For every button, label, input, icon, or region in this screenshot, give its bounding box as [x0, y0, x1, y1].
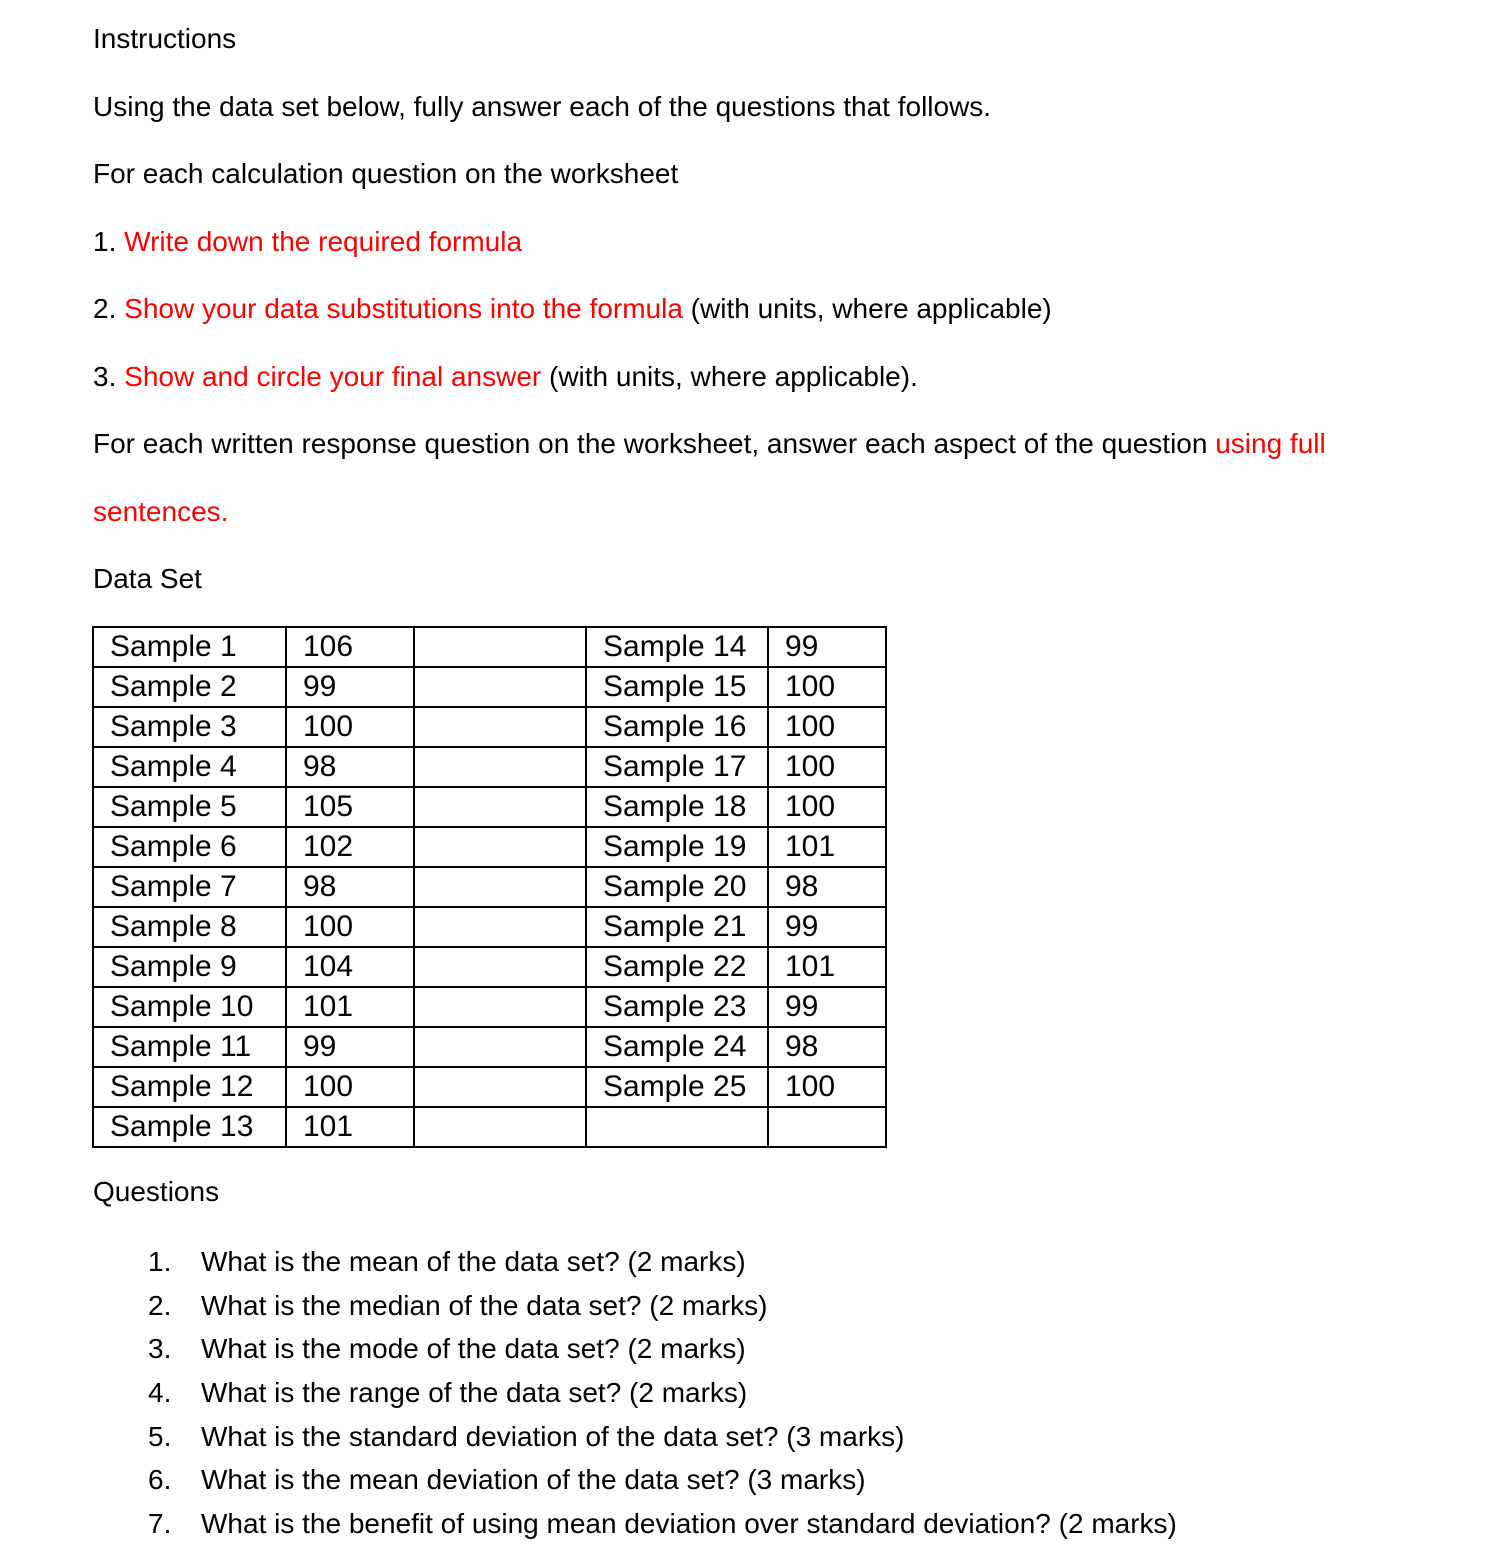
sample-label-cell: Sample 22	[586, 947, 768, 987]
data-set-heading: Data Set	[93, 563, 202, 594]
sample-label-cell: Sample 19	[586, 827, 768, 867]
data-set-table	[92, 626, 887, 1148]
sample-label-cell: Sample 8	[93, 907, 286, 947]
sample-value-cell: 98	[768, 867, 886, 907]
sample-label-cell: Sample 25	[586, 1067, 768, 1107]
sample-value-cell: 99	[286, 667, 414, 707]
empty-spacer-cell	[414, 1067, 586, 1107]
questions-list	[148, 1240, 1177, 1546]
step-highlight: Show and circle your final answer	[124, 361, 542, 392]
sample-value-cell: 98	[768, 1027, 886, 1067]
empty-spacer-cell	[414, 947, 586, 987]
question-item	[148, 1240, 1177, 1284]
sample-value-cell: 99	[768, 627, 886, 667]
sample-label-cell: Sample 23	[586, 987, 768, 1027]
empty-spacer-cell	[414, 627, 586, 667]
question-number: 1.	[148, 1246, 172, 1277]
table-row	[93, 667, 886, 707]
sample-value-cell: 99	[768, 907, 886, 947]
sample-label-cell	[586, 1107, 768, 1147]
sample-label-cell: Sample 16	[586, 707, 768, 747]
question-item	[148, 1327, 1177, 1371]
questions-heading: Questions	[93, 1176, 220, 1207]
sample-value-cell: 100	[768, 747, 886, 787]
sample-value-cell: 98	[286, 867, 414, 907]
empty-spacer-cell	[414, 667, 586, 707]
sample-value-cell: 102	[286, 827, 414, 867]
sample-label-cell: Sample 6	[93, 827, 286, 867]
table-row	[93, 907, 886, 947]
question-item	[148, 1371, 1177, 1415]
sample-label-cell: Sample 18	[586, 787, 768, 827]
question-number: 7.	[148, 1508, 172, 1540]
question-text: What is the median of the data set? (2 marks)	[201, 1289, 768, 1321]
step-number: 3.	[93, 361, 125, 392]
table-row	[93, 1027, 886, 1067]
empty-spacer-cell	[414, 827, 586, 867]
sample-label-cell: Sample 10	[93, 987, 286, 1027]
sample-label-cell: Sample 7	[93, 867, 286, 907]
empty-spacer-cell	[414, 1027, 586, 1067]
written-response-intro	[93, 427, 1326, 461]
sample-value-cell: 100	[768, 787, 886, 827]
sample-value-cell: 100	[768, 1067, 886, 1107]
step-highlight: Write down the required formula	[124, 226, 523, 257]
table-row	[93, 627, 886, 667]
step-1	[93, 225, 522, 259]
sample-value-cell: 98	[286, 747, 414, 787]
question-text: What is the benefit of using mean deviation over standard deviation? (2 marks)	[201, 1508, 1177, 1540]
calculation-intro: For each calculation question on the worksheet	[93, 158, 679, 189]
written-highlight: using full	[1215, 428, 1326, 459]
table-row	[93, 1067, 886, 1107]
step-2	[93, 292, 1052, 326]
sample-value-cell: 101	[286, 987, 414, 1027]
table-row	[93, 707, 886, 747]
sample-label-cell: Sample 14	[586, 627, 768, 667]
sample-label-cell: Sample 21	[586, 907, 768, 947]
empty-spacer-cell	[414, 987, 586, 1027]
sample-value-cell: 101	[768, 947, 886, 987]
sample-value-cell: 101	[768, 827, 886, 867]
step-rest: (with units, where applicable)	[682, 293, 1052, 324]
question-text: What is the mean deviation of the data set? (3 marks)	[201, 1464, 866, 1496]
question-item	[148, 1502, 1177, 1546]
sample-label-cell: Sample 9	[93, 947, 286, 987]
question-text: What is the standard deviation of the data set? (3 marks)	[201, 1420, 905, 1452]
sample-label-cell: Sample 4	[93, 747, 286, 787]
sample-value-cell	[768, 1107, 886, 1147]
question-item	[148, 1284, 1177, 1328]
sample-value-cell: 99	[286, 1027, 414, 1067]
table-row	[93, 947, 886, 987]
table-row	[93, 867, 886, 907]
sample-value-cell: 104	[286, 947, 414, 987]
sample-value-cell: 100	[768, 667, 886, 707]
empty-spacer-cell	[414, 1107, 586, 1147]
sample-value-cell: 99	[768, 987, 886, 1027]
sample-label-cell: Sample 24	[586, 1027, 768, 1067]
empty-spacer-cell	[414, 907, 586, 947]
written-highlight-continued: sentences.	[93, 496, 229, 527]
sample-label-cell: Sample 12	[93, 1067, 286, 1107]
question-text: What is the mean of the data set? (2 marks)	[201, 1246, 746, 1277]
sample-value-cell: 105	[286, 787, 414, 827]
step-rest: (with units, where applicable).	[541, 361, 918, 392]
sample-label-cell: Sample 11	[93, 1027, 286, 1067]
table-row	[93, 747, 886, 787]
step-highlight: Show your data substitutions into the formula	[124, 293, 683, 324]
question-number: 2.	[148, 1289, 172, 1321]
question-item	[148, 1458, 1177, 1502]
table-row	[93, 827, 886, 867]
sample-value-cell: 106	[286, 627, 414, 667]
question-number: 6.	[148, 1464, 172, 1496]
table-row	[93, 1107, 886, 1147]
empty-spacer-cell	[414, 707, 586, 747]
written-intro-text: For each written response question on the worksheet, answer each aspect of the question	[93, 428, 1216, 459]
sample-value-cell: 100	[286, 707, 414, 747]
question-text: What is the mode of the data set? (2 marks)	[201, 1333, 746, 1365]
empty-spacer-cell	[414, 747, 586, 787]
question-item	[148, 1415, 1177, 1459]
sample-label-cell: Sample 5	[93, 787, 286, 827]
sample-value-cell: 101	[286, 1107, 414, 1147]
sample-value-cell: 100	[768, 707, 886, 747]
instructions-heading: Instructions	[93, 23, 237, 54]
empty-spacer-cell	[414, 867, 586, 907]
step-number: 2.	[93, 293, 125, 324]
table-row	[93, 787, 886, 827]
sample-label-cell: Sample 13	[93, 1107, 286, 1147]
empty-spacer-cell	[414, 787, 586, 827]
sample-label-cell: Sample 3	[93, 707, 286, 747]
question-text: What is the range of the data set? (2 marks)	[201, 1377, 748, 1409]
sample-label-cell: Sample 17	[586, 747, 768, 787]
sample-value-cell: 100	[286, 1067, 414, 1107]
sample-label-cell: Sample 2	[93, 667, 286, 707]
question-number: 4.	[148, 1377, 172, 1409]
sample-label-cell: Sample 1	[93, 627, 286, 667]
sample-label-cell: Sample 15	[586, 667, 768, 707]
sample-label-cell: Sample 20	[586, 867, 768, 907]
step-3	[93, 360, 918, 394]
question-number: 3.	[148, 1333, 172, 1365]
sample-value-cell: 100	[286, 907, 414, 947]
question-number: 5.	[148, 1420, 172, 1452]
intro-text: Using the data set below, fully answer each of the questions that follows.	[93, 91, 992, 122]
step-number: 1.	[93, 226, 125, 257]
table-row	[93, 987, 886, 1027]
